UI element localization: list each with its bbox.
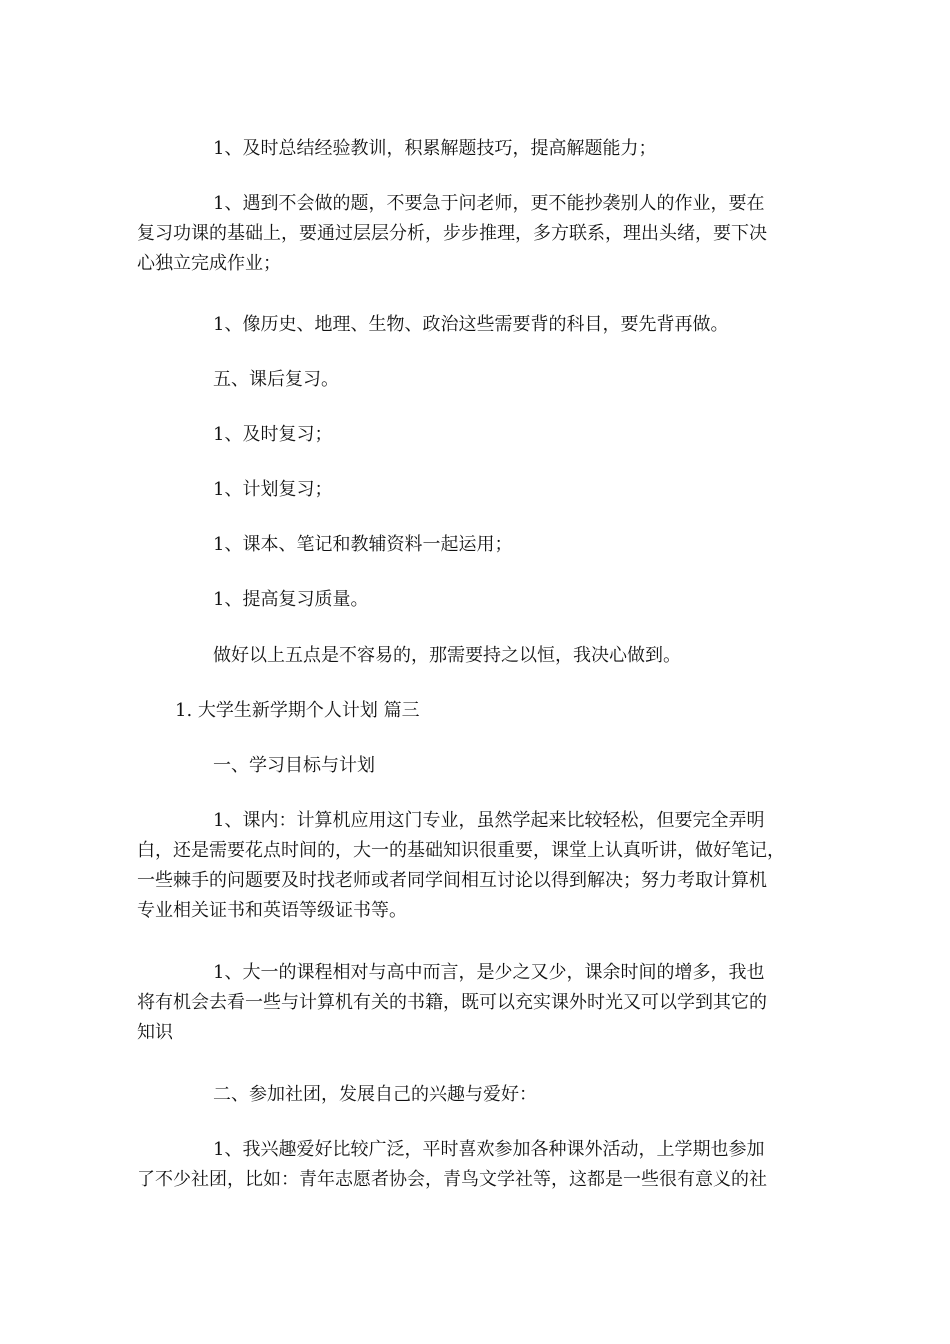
text-line: 心独立完成作业； [137, 253, 281, 274]
text-line: 复习功课的基础上，要通过层层分析，步步推理，多方联系，理出头绪，要下决 [137, 223, 767, 244]
text-line: 做好以上五点是不容易的，那需要持之以恒，我决心做到。 [213, 645, 681, 666]
text-line: 一些棘手的问题要及时找老师或者同学间相互讨论以得到解决；努力考取计算机 [137, 870, 767, 891]
text-line: 专业相关证书和英语等级证书等。 [137, 900, 407, 921]
list-item-materials [137, 530, 817, 560]
text-line: 了不少社团，比如：青年志愿者协会，青鸟文学社等，这都是一些很有意义的社 [137, 1169, 767, 1190]
paragraph-extra-reading [137, 958, 817, 1048]
text-line: 1、及时复习； [213, 424, 333, 445]
paragraph-independent-homework [137, 189, 817, 279]
list-item-timely-review [137, 420, 817, 450]
text-line: 1、像历史、地理、生物、政治这些需要背的科目，要先背再做。 [213, 314, 729, 335]
list-item-quality [137, 585, 817, 615]
text-line: 一、学习目标与计划 [213, 755, 375, 776]
section-heading-review [137, 365, 817, 395]
text-line: 将有机会去看一些与计算机有关的书籍，既可以充实课外时光又可以学到其它的 [137, 992, 767, 1013]
text-line: 知识 [137, 1022, 173, 1043]
text-line: 1、课内：计算机应用这门专业，虽然学起来比较轻松，但要完全弄明 [213, 810, 765, 831]
paragraph-memorize-subjects [137, 310, 817, 340]
paragraph-determination [137, 641, 817, 671]
paragraph-hobbies [137, 1135, 817, 1195]
text-line: 五、课后复习。 [213, 369, 339, 390]
text-line: 1、大一的课程相对与高中而言，是少之又少，课余时间的增多，我也 [213, 962, 765, 983]
paragraph-summarize-experience [137, 134, 817, 164]
text-line: 1. 大学生新学期个人计划 篇三 [175, 700, 420, 721]
text-line: 二、参加社团，发展自己的兴趣与爱好： [213, 1084, 537, 1105]
article-heading-part-three [137, 696, 817, 726]
text-line: 1、提高复习质量。 [213, 589, 369, 610]
section-heading-study-goals [137, 751, 817, 781]
text-line: 1、计划复习； [213, 479, 333, 500]
list-item-planned-review [137, 475, 817, 505]
paragraph-in-class [137, 806, 817, 926]
text-line: 1、我兴趣爱好比较广泛，平时喜欢参加各种课外活动，上学期也参加 [213, 1139, 765, 1160]
text-line: 1、课本、笔记和教辅资料一起运用； [213, 534, 513, 555]
section-heading-clubs [137, 1080, 817, 1110]
text-line: 白，还是需要花点时间的，大一的基础知识很重要，课堂上认真听讲，做好笔记， [137, 840, 785, 861]
text-line: 1、及时总结经验教训，积累解题技巧，提高解题能力； [213, 138, 657, 159]
text-line: 1、遇到不会做的题，不要急于问老师，更不能抄袭别人的作业，要在 [213, 193, 765, 214]
